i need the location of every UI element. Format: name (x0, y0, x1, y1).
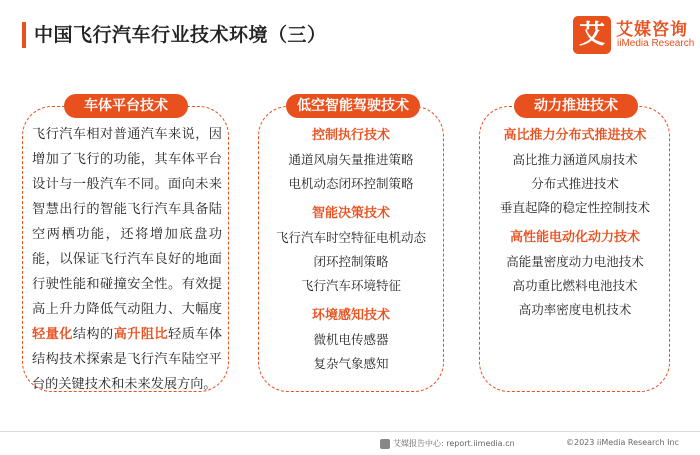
section-heading: 智能决策技术 (311, 206, 390, 221)
section-heading: 控制执行技术 (311, 128, 390, 143)
list-item: 闭环控制策略 (313, 254, 389, 269)
low-altitude-list (262, 124, 440, 376)
footer-source (380, 438, 515, 449)
list-item: 分布式推进技术 (531, 176, 619, 191)
highlight-lift-drag: 高升阻比 (113, 327, 169, 342)
card-label-propulsion: 动力推进技术 (514, 94, 638, 118)
list-item: 飞行汽车时空特征电机动态 (275, 230, 426, 245)
list-item: 微机电传感器 (313, 332, 389, 347)
brand-logo (573, 16, 695, 54)
logo-name-cn: 艾媒咨询 (616, 20, 688, 40)
report-center-icon (380, 439, 390, 449)
propulsion-list (482, 124, 668, 322)
card-label-low-altitude: 低空智能驾驶技术 (286, 94, 420, 118)
footer-divider (0, 431, 700, 432)
list-item: 高比推力涵道风扇技术 (512, 152, 638, 167)
description-text-1: 飞行汽车相对普通汽车来说，因增加了飞行的功能，其车体平台设计与一般汽车不同。面向未来智慧出行的智能飞行汽车具备陆空两栖功能，还将增加底盘功能，以保证飞行汽车良好的地面行驶性能和碰撞安全性。有效提高上升力降低气动阻力、大幅度 (32, 127, 222, 317)
description-text-2: 结构的 (72, 327, 114, 342)
list-item: 电机动态闭环控制策略 (288, 176, 414, 191)
section-heading: 高性能电动化动力技术 (509, 230, 640, 245)
page-title: 中国飞行汽车行业技术环境（三） (34, 24, 327, 46)
title-accent-bar (22, 22, 26, 48)
highlight-lightweight: 轻量化 (32, 327, 73, 342)
card-label-vehicle-platform: 车体平台技术 (64, 94, 188, 118)
list-item: 高功率密度电机技术 (518, 302, 632, 317)
vehicle-platform-description (32, 122, 222, 397)
footer-copyright: ©2023 iiMedia Research Inc (566, 438, 679, 447)
list-item: 高能量密度动力电池技术 (506, 254, 644, 269)
section-heading: 环境感知技术 (311, 308, 390, 323)
footer-source-text: 艾媒报告中心: report.iimedia.cn (393, 439, 515, 448)
logo-mark-icon: 艾 (573, 16, 611, 54)
section-heading: 高比推力分布式推进技术 (503, 128, 647, 143)
list-item: 飞行汽车环境特征 (300, 278, 401, 293)
logo-name-en: iiMedia Research (617, 38, 695, 49)
list-item: 高功重比燃料电池技术 (512, 278, 638, 293)
description-text-3: 轻质车体结构技术探索是飞行汽车陆空平台的关键技术和未来发展方向。 (32, 327, 223, 392)
list-item: 通道风扇矢量推进策略 (288, 152, 414, 167)
list-item: 垂直起降的稳定性控制技术 (499, 200, 650, 215)
list-item: 复杂气象感知 (313, 356, 389, 371)
